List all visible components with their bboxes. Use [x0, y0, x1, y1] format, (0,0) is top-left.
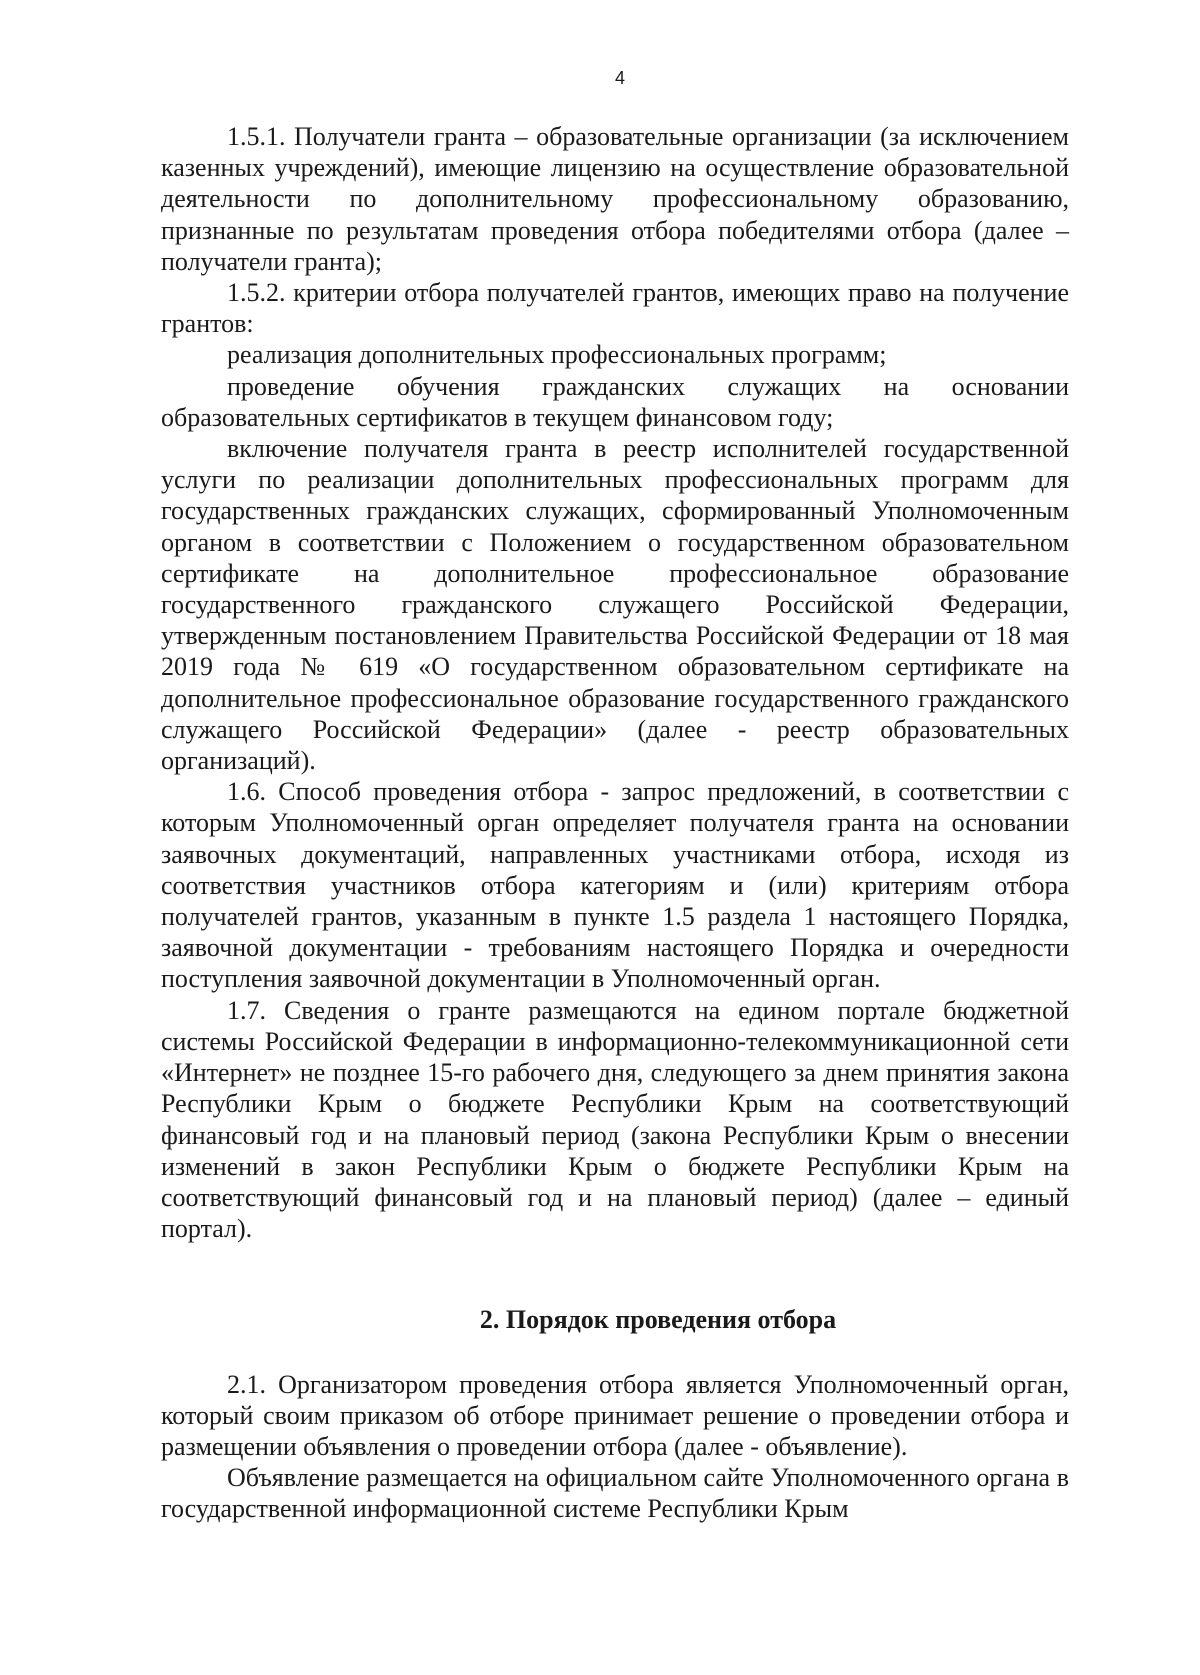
paragraph-criterion-2: проведение обучения гражданских служащих на основании образовательных сертификатов в текущем финансовом году; [161, 371, 1069, 432]
page-number: 4 [614, 68, 625, 88]
paragraph-1-5-1: 1.5.1. Получатели гранта – образовательные организации (за исключением казенных учреждений), имеющие лицензию на осуществление образовательной деятельности по дополнительному профессиональному образованию, признанные по результатам проведения отбора победителями отбора (далее – получатели гранта); [161, 122, 1069, 276]
paragraph-2-1: 2.1. Организатором проведения отбора является Уполномоченный орган, который своим приказом об отборе принимает решение о проведении отбора и размещении объявления о проведении отбора (далее - объявление). [161, 1369, 1069, 1461]
section-2-heading: 2. Порядок проведения отбора [479, 1305, 837, 1335]
paragraph-criterion-3: включение получателя гранта в реестр исполнителей государственной услуги по реализации дополнительных профессиональных программ для государственных гражданских служащих, сформированный Уполномоченным органом в соответствии с Положением о государственном образовательном сертификате на дополнительное профессиональное образование государственного гражданского служащего Российской Федерации, утвержденным постановлением Правительства Российской Федерации от 18 мая 2019 года № 619 «О государственном образовательном сертификате на дополнительное профессиональное образование государственного гражданского служащего Российской Федерации» (далее - реестр образовательных организаций). [161, 434, 1069, 776]
paragraph-criterion-1: реализация дополнительных профессиональных программ; [227, 340, 887, 370]
paragraph-1-6: 1.6. Способ проведения отбора - запрос предложений, в соответствии с которым Уполномоченный орган определяет получателя гранта на основании заявочных документаций, направленных участниками отбора, исходя из соответствия участников отбора категориям и (или) критериям отбора получателей грантов, указанным в пункте 1.5 раздела 1 настоящего Порядка, заявочной документации - требованиям настоящего Порядка и очередности поступления заявочной документации в Уполномоченный орган. [161, 777, 1069, 994]
paragraph-1-5-2: 1.5.2. критерии отбора получателей грантов, имеющих право на получение грантов: [161, 278, 1069, 339]
paragraph-1-7: 1.7. Сведения о гранте размещаются на едином портале бюджетной системы Российской Федерации в информационно-телекоммуникационной сети «Интернет» не позднее 15-го рабочего дня, следующего за днем принятия закона Республики Крым о бюджете Республики Крым на соответствующий финансовый год и на плановый период (закона Республики Крым о внесении изменений в закон Республики Крым о бюджете Республики Крым на соответствующий финансовый год и на плановый период) (далее – единый портал). [161, 995, 1069, 1244]
paragraph-announcement: Объявление размещается на официальном сайте Уполномоченного органа в государственной информационной системе Республики Крым [161, 1463, 1069, 1524]
document-body [161, 121, 1069, 1525]
